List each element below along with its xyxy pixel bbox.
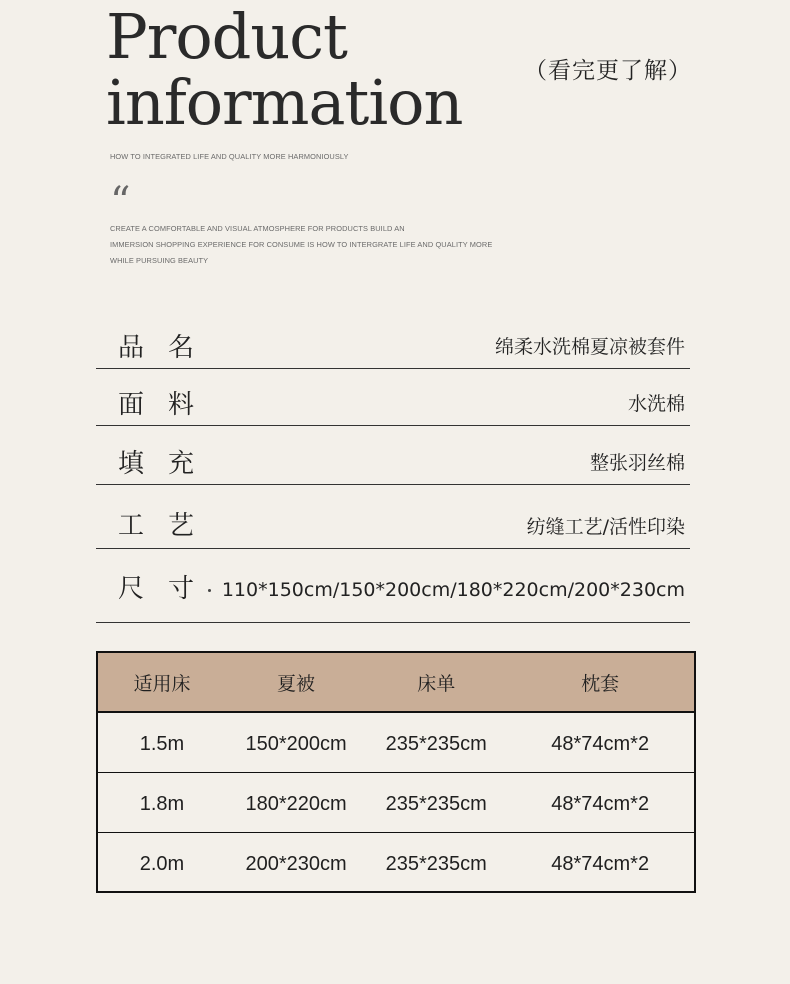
table-cell: 150*200cm — [226, 712, 366, 772]
spec-value: 110*150cm/150*200cm/180*220cm/200*230cm — [221, 579, 685, 601]
column-header: 床单 — [366, 652, 506, 712]
spec-row-product-name — [96, 318, 690, 369]
spec-row-fabric — [96, 370, 690, 426]
spec-value: 整张羽丝棉 — [589, 452, 685, 474]
column-header: 枕套 — [506, 652, 695, 712]
spec-row-filling — [96, 427, 690, 485]
spec-value: 纺缝工艺/活性印染 — [526, 516, 685, 538]
description-line-1: CREATE A COMFORTABLE AND VISUAL ATMOSPHERE FOR PRODUCTS BUILD AN — [110, 224, 405, 233]
spec-label: 工 艺 — [118, 511, 197, 541]
column-header: 适用床 — [97, 652, 226, 712]
table-cell: 200*230cm — [245, 852, 347, 875]
title-line-2: information — [106, 66, 463, 139]
quote-mark-icon: “ — [110, 179, 131, 225]
table-cell: 180*220cm — [226, 772, 366, 832]
tagline: HOW TO INTEGRATED LIFE AND QUALITY MORE HARMONIOUSLY — [110, 152, 349, 161]
table-row — [97, 832, 695, 892]
table-cell: 1.5m — [97, 712, 226, 772]
table-cell: 48*74cm*2 — [506, 712, 695, 772]
description-line-2: IMMERSION SHOPPING EXPERIENCE FOR CONSUME IS HOW TO INTERGRATE LIFE AND QUALITY MORE — [110, 240, 493, 249]
separator-dot — [208, 589, 211, 592]
table-cell: 1.8m — [97, 772, 226, 832]
spec-label: 尺 寸 — [118, 574, 197, 604]
table-cell: 235*235cm — [366, 712, 506, 772]
spec-label: 品 名 — [118, 333, 197, 363]
table-cell: 2.0m — [139, 852, 185, 875]
spec-row-craft — [96, 486, 690, 549]
spec-value: 绵柔水洗棉夏凉被套件 — [494, 336, 685, 358]
description-line-3: WHILE PURSUING BEAUTY — [110, 256, 209, 265]
table-cell: 235*235cm — [366, 772, 506, 832]
size-table-header — [97, 652, 695, 712]
title-line-1: Product — [106, 0, 347, 73]
column-header: 夏被 — [226, 652, 366, 712]
table-cell: 235*235cm — [385, 852, 487, 875]
table-cell: 48*74cm*2 — [551, 852, 650, 875]
spec-label: 面 料 — [118, 390, 197, 420]
read-more-hint: （看完更了解） — [524, 58, 692, 84]
table-row — [97, 712, 695, 772]
size-table — [96, 651, 696, 893]
spec-label: 填 充 — [118, 449, 197, 479]
spec-row-size — [96, 550, 690, 623]
table-cell: 48*74cm*2 — [506, 772, 695, 832]
table-row — [97, 772, 695, 832]
spec-value: 水洗棉 — [627, 393, 685, 415]
